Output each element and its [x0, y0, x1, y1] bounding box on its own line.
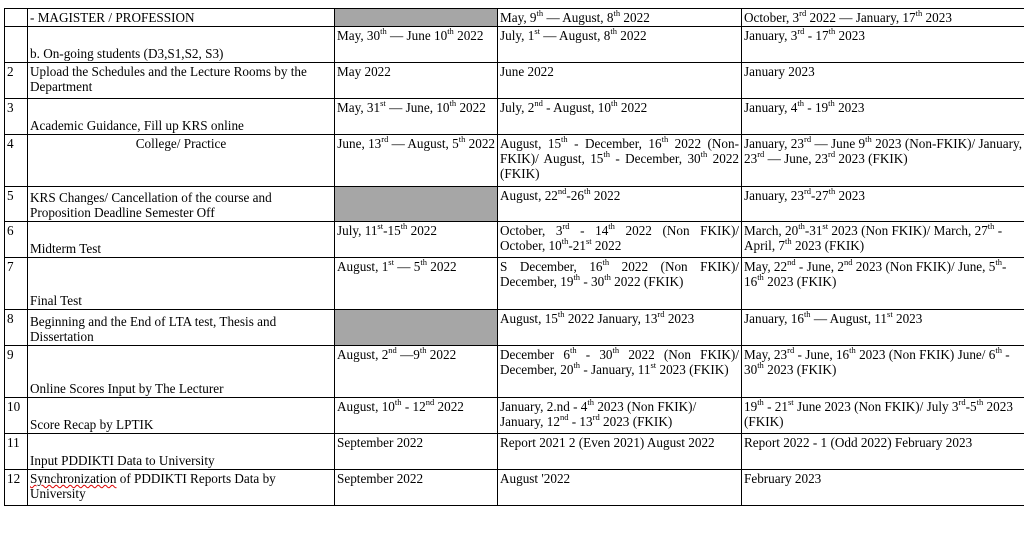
row-number: 8 [5, 310, 28, 346]
short-semester-cell: August, 10th - 12nd 2022 [335, 398, 498, 434]
table-row [5, 310, 1024, 346]
table-row [5, 222, 1024, 258]
short-semester-cell: August, 1st — 5th 2022 [335, 258, 498, 310]
table-row [5, 434, 1024, 470]
odd-semester-cell: S December, 16th 2022 (Non FKIK)/ December, 19th - 30th 2022 (FKIK) [498, 258, 742, 310]
even-semester-cell: January, 4th - 19th 2023 [742, 99, 1024, 135]
activity-cell: KRS Changes/ Cancellation of the course and Proposition Deadline Semester Off [28, 187, 335, 222]
table-row [5, 470, 1024, 506]
row-number: 12 [5, 470, 28, 506]
activity-cell: Upload the Schedules and the Lecture Rooms by the Department [28, 63, 335, 99]
activity-cell: College/ Practice [28, 135, 335, 187]
activity-cell: Input PDDIKTI Data to University [28, 434, 335, 470]
short-semester-cell [335, 187, 498, 222]
odd-semester-cell: August '2022 [498, 470, 742, 506]
short-semester-cell: May, 30th — June 10th 2022 [335, 27, 498, 63]
even-semester-cell: May, 22nd - June, 2nd 2023 (Non FKIK)/ June, 5th-16th 2023 (FKIK) [742, 258, 1024, 310]
row-number: 10 [5, 398, 28, 434]
odd-semester-cell: July, 1st — August, 8th 2022 [498, 27, 742, 63]
row-number: 2 [5, 63, 28, 99]
row-number: 4 [5, 135, 28, 187]
even-semester-cell: January, 3rd - 17th 2023 [742, 27, 1024, 63]
even-semester-cell: January, 23rd-27th 2023 [742, 187, 1024, 222]
even-semester-cell: January 2023 [742, 63, 1024, 99]
even-semester-cell: Report 2022 - 1 (Odd 2022) February 2023 [742, 434, 1024, 470]
short-semester-cell: July, 11st-15th 2022 [335, 222, 498, 258]
activity-cell: Beginning and the End of LTA test, Thesis and Dissertation [28, 310, 335, 346]
row-number: 6 [5, 222, 28, 258]
activity-cell: b. On-going students (D3,S1,S2, S3) [28, 27, 335, 63]
even-semester-cell: 19th - 21st June 2023 (Non FKIK)/ July 3rd-5th 2023 (FKIK) [742, 398, 1024, 434]
odd-semester-cell: July, 2nd - August, 10th 2022 [498, 99, 742, 135]
row-number: 3 [5, 99, 28, 135]
table-row [5, 346, 1024, 398]
table-row [5, 63, 1024, 99]
row-number [5, 9, 28, 27]
even-semester-cell: January, 16th — August, 11st 2023 [742, 310, 1024, 346]
odd-semester-cell: June 2022 [498, 63, 742, 99]
table-row [5, 258, 1024, 310]
activity-cell: Synchronization of PDDIKTI Reports Data by University [28, 470, 335, 506]
odd-semester-cell: May, 9th — August, 8th 2022 [498, 9, 742, 27]
table-row [5, 99, 1024, 135]
short-semester-cell: September 2022 [335, 470, 498, 506]
odd-semester-cell: October, 3rd - 14th 2022 (Non FKIK)/ October, 10th-21st 2022 [498, 222, 742, 258]
even-semester-cell: October, 3rd 2022 — January, 17th 2023 [742, 9, 1024, 27]
even-semester-cell: May, 23rd - June, 16th 2023 (Non FKIK) June/ 6th - 30th 2023 (FKIK) [742, 346, 1024, 398]
even-semester-cell: March, 20th-31st 2023 (Non FKIK)/ March, 27th - April, 7th 2023 (FKIK) [742, 222, 1024, 258]
short-semester-cell [335, 310, 498, 346]
activity-cell: Score Recap by LPTIK [28, 398, 335, 434]
row-number [5, 27, 28, 63]
odd-semester-cell: August, 15th 2022 January, 13rd 2023 [498, 310, 742, 346]
academic-calendar-table [4, 8, 1024, 506]
row-number: 5 [5, 187, 28, 222]
even-semester-cell: January, 23rd — June 9th 2023 (Non-FKIK)/ January, 23rd — June, 23rd 2023 (FKIK) [742, 135, 1024, 187]
short-semester-cell: May, 31st — June, 10th 2022 [335, 99, 498, 135]
short-semester-cell: August, 2nd —9th 2022 [335, 346, 498, 398]
table-row [5, 9, 1024, 27]
table-row [5, 27, 1024, 63]
even-semester-cell: February 2023 [742, 470, 1024, 506]
table-row [5, 187, 1024, 222]
short-semester-cell: September 2022 [335, 434, 498, 470]
table-row [5, 135, 1024, 187]
odd-semester-cell: August, 22nd-26th 2022 [498, 187, 742, 222]
odd-semester-cell: August, 15th - December, 16th 2022 (Non-FKIK)/ August, 15th - December, 30th 2022 (FKIK) [498, 135, 742, 187]
activity-cell: Final Test [28, 258, 335, 310]
odd-semester-cell: Report 2021 2 (Even 2021) August 2022 [498, 434, 742, 470]
row-number: 11 [5, 434, 28, 470]
activity-cell: Academic Guidance, Fill up KRS online [28, 99, 335, 135]
odd-semester-cell: January, 2.nd - 4th 2023 (Non FKIK)/ January, 12nd - 13rd 2023 (FKIK) [498, 398, 742, 434]
activity-cell: Midterm Test [28, 222, 335, 258]
row-number: 7 [5, 258, 28, 310]
short-semester-cell: May 2022 [335, 63, 498, 99]
table-row [5, 398, 1024, 434]
short-semester-cell: June, 13rd — August, 5th 2022 [335, 135, 498, 187]
row-number: 9 [5, 346, 28, 398]
activity-cell: Online Scores Input by The Lecturer [28, 346, 335, 398]
odd-semester-cell: December 6th - 30th 2022 (Non FKIK)/ December, 20th - January, 11st 2023 (FKIK) [498, 346, 742, 398]
activity-cell: - MAGISTER / PROFESSION [28, 9, 335, 27]
short-semester-cell [335, 9, 498, 27]
